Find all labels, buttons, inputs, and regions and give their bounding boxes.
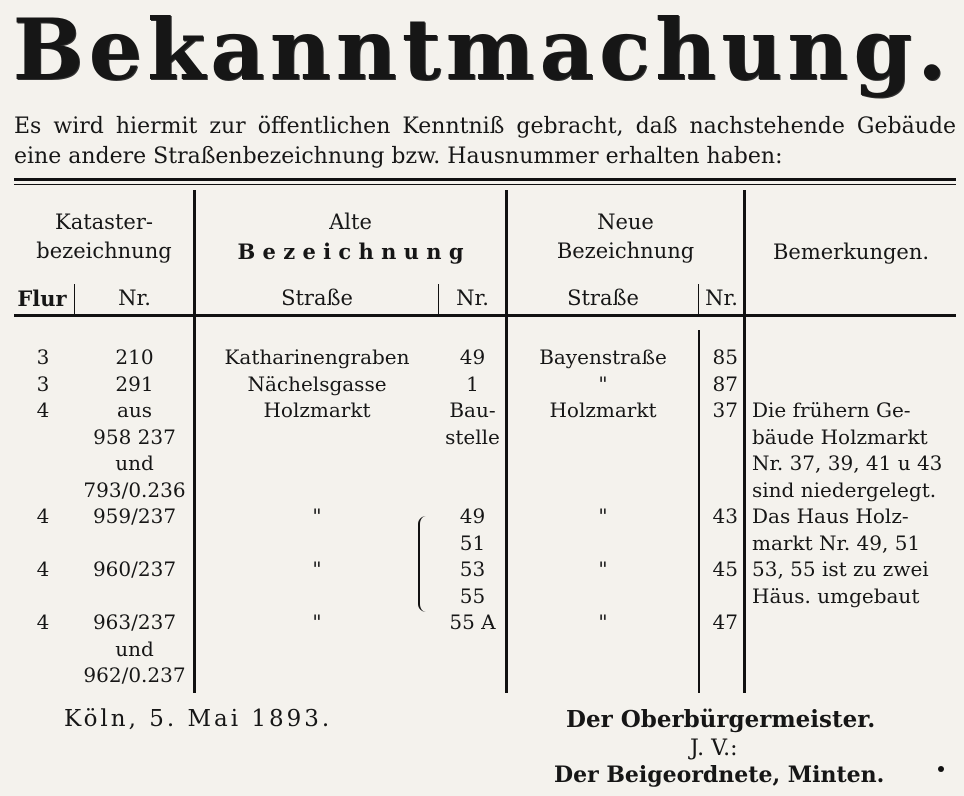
cell-neue-nr: 87 [712,371,738,396]
cell-alte-nr: 55 A [449,610,496,634]
intro-text: Es wird hiermit zur öffentlichen Kenntniß gebracht, daß nachstehende Gebäude eine andere Straßenbezeichnung bzw. Hausnummer erhalten haben: [14,114,956,169]
cell-nr: aus [116,398,153,422]
cell-nr: 793/0.236 [83,477,186,502]
header-alte [196,208,505,266]
cell-nr: 210 [115,345,154,369]
header-kataster [14,208,194,266]
cell-flur: 3 [36,345,50,369]
subheader-neue-nr: Nr. [705,286,738,310]
signatory-title: Der Oberbürgermeister. [566,706,876,733]
header-alte-line1: Alte [329,210,372,234]
header-neue-line2: Bezeichnung [556,239,695,263]
cell-nr: 962/0.237 [83,663,186,687]
header-neue [508,208,743,266]
remarks-cell [752,397,958,609]
top-rule [14,178,956,181]
subheader-flur: Flur [17,286,67,311]
remarks-line: bäude Holzmarkt [752,424,928,449]
cell-flur: 4 [36,504,50,528]
cell-alte-strasse: " [312,557,322,581]
cell-neue-nr: 85 [712,345,738,369]
cell-nr: 963/237 [92,610,177,634]
cell-neue-nr: 45 [712,557,738,581]
cell-neue-strasse: Bayenstraße [539,345,667,369]
brace-bracket [418,516,432,612]
cell-neue-nr: 37 [712,398,738,422]
cell-flur: 3 [36,371,50,396]
cell-flur: 4 [36,557,50,581]
cell-alte-nr: 1 [466,371,479,396]
deputy-signature: Der Beigeordnete, Minten. [554,762,885,788]
cell-alte-nr: stelle [445,424,500,449]
cell-alte-strasse: Katharinengraben [224,345,410,369]
divider-flur [74,284,75,314]
cell-nr: und [115,636,154,661]
header-rule [14,314,956,317]
remarks-line: Die frühern Ge- [752,398,911,422]
header-neue-line1: Neue [597,210,654,234]
cell-alte-nr: 53 [459,557,486,581]
subheader-alte-nr: Nr. [456,286,489,310]
cell-flur: 4 [36,398,50,422]
remarks-line: Nr. 37, 39, 41 u 43 [752,451,943,475]
proxy-line: J. V.: [690,736,738,761]
cell-nr: 958 237 [93,424,176,449]
cell-alte-nr: 55 [459,583,486,608]
remarks-line: sind niedergelegt. [752,477,937,502]
header-kataster-line2: bezeichnung [36,239,172,263]
cell-neue-strasse: " [598,557,608,581]
cell-neue-strasse: " [598,371,608,396]
cell-alte-strasse: Holzmarkt [263,398,371,422]
remarks-line: 53, 55 ist zu zwei [752,557,929,581]
subheader-nr: Nr. [118,286,151,310]
cell-neue-nr: 47 [712,610,738,634]
cell-alte-nr: 51 [459,530,486,555]
remarks-line: markt Nr. 49, 51 [752,530,921,555]
cell-nr: 959/237 [92,504,177,528]
cell-alte-strasse: Nächelsgasse [247,371,387,396]
header-bemerkungen: Bemerkungen. [772,240,930,264]
end-dot [938,766,944,772]
cell-neue-strasse: " [598,504,608,528]
subheader-alte-strasse: Straße [281,286,353,310]
cell-alte-strasse: " [312,504,322,528]
subheader-neue-strasse: Straße [567,286,639,310]
remarks-line: Das Haus Holz- [752,504,909,528]
header-alte-line2: B e z e i c h n u n g [237,239,464,264]
cell-alte-nr: 49 [459,504,486,528]
cell-neue-strasse: " [598,610,608,634]
cell-neue-nr: 43 [712,504,738,528]
cell-nr: und [115,451,154,475]
header-kataster-line1: Kataster- [55,210,153,234]
cell-nr: 960/237 [92,557,177,581]
cell-neue-strasse: Holzmarkt [549,398,657,422]
cell-alte-nr: 49 [459,345,486,369]
cell-alte-strasse: " [312,610,322,634]
divider-alte-nr [438,284,439,314]
place-date: Köln, 5. Mai 1893. [64,706,333,732]
remarks-line: Häus. umgebaut [752,583,920,608]
document-title: Bekanntmachung. [12,0,952,99]
cell-flur: 4 [36,610,50,634]
cell-alte-nr: Bau- [449,398,496,422]
divider-neue-nr-header [698,284,699,314]
cell-nr: 291 [115,371,154,396]
top-rule-thin [14,184,956,185]
